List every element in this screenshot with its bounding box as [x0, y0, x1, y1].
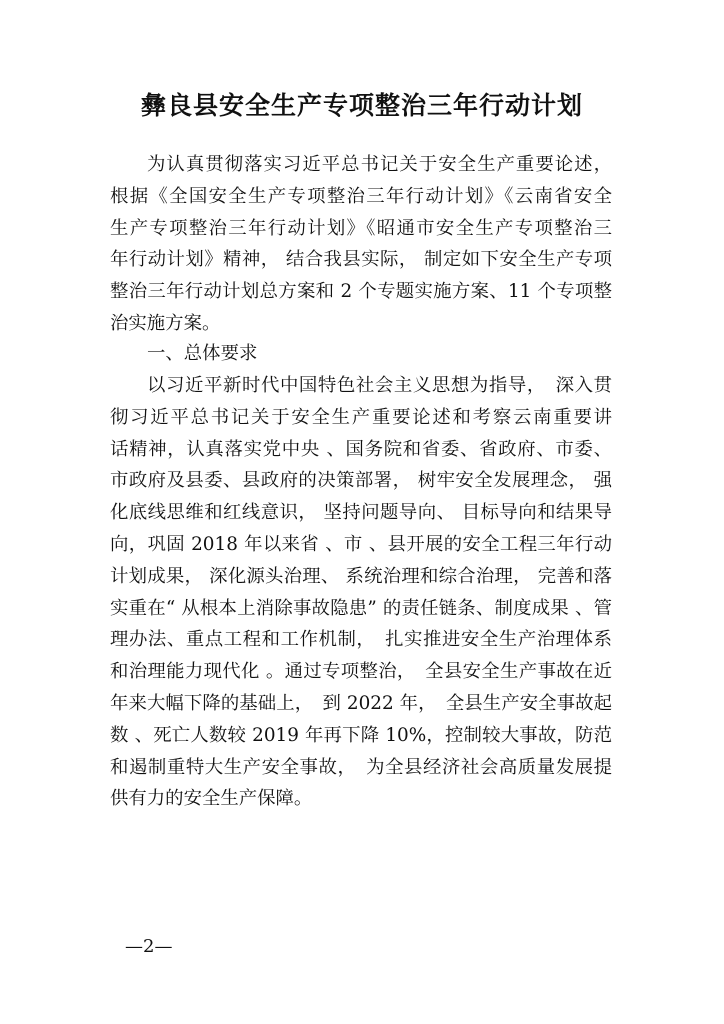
paragraph-line: 话精神，认真落实党中央 、国务院和省委、省政府、市委、 [110, 438, 612, 460]
document-title: 彝良县安全生产专项整治三年行动计划 [140, 91, 583, 120]
paragraph-line: 化底线思维和红线意识， 坚持问题导向、 目标导向和结果导 [110, 502, 612, 524]
paragraph-line: 市政府及县委、县政府的决策部署， 树牢安全发展理念， 强 [110, 470, 612, 492]
requirements-paragraph [110, 370, 612, 815]
paragraph-line: 向，巩固 2018 年以来省 、市 、县开展的安全工程三年行动 [110, 533, 612, 555]
page-number: —2— [125, 936, 173, 957]
paragraph-line: 理办法、重点工程和工作机制， 扎实推进安全生产治理体系 [110, 629, 612, 651]
paragraph-line: 生产专项整治三年行动计划》《昭通市安全生产专项整治三 [110, 217, 612, 239]
paragraph-line: 供有力的安全生产保障。 [110, 788, 313, 810]
paragraph-line: 以习近平新时代中国特色社会主义思想为指导， 深入贯 [147, 375, 612, 396]
paragraph-line: 彻习近平总书记关于安全生产重要论述和考察云南重要讲 [110, 406, 612, 428]
paragraph-line: 整治三年行动计划总方案和 2 个专题实施方案、11 个专项整 [110, 281, 612, 303]
paragraph-line: 和治理能力现代化 。通过专项整治， 全县安全生产事故在近 [110, 661, 612, 683]
paragraph-line: 实重在“ 从根本上消除事故隐患” 的责任链条、制度成果 、管 [110, 597, 612, 619]
paragraph-line: 为认真贯彻落实习近平总书记关于安全生产重要论述， [147, 154, 612, 175]
section-heading: 一、总体要求 [147, 343, 258, 364]
paragraph-line: 年来大幅下降的基础上， 到 2022 年， 全县生产安全事故起 [110, 692, 612, 714]
paragraph-line: 数 、死亡人数较 2019 年再下降 10%，控制较大事故，防范 [110, 724, 612, 746]
paragraph-line: 根据《全国安全生产专项整治三年行动计划》《云南省安全 [110, 185, 612, 207]
paragraph-line: 年行动计划》精神， 结合我县实际， 制定如下安全生产专项 [110, 249, 612, 271]
paragraph-line: 和遏制重特大生产安全事故， 为全县经济社会高质量发展提 [110, 756, 612, 778]
paragraph-line: 治实施方案。 [110, 312, 221, 334]
intro-paragraph [110, 149, 612, 340]
paragraph-line: 计划成果， 深化源头治理、 系统治理和综合治理， 完善和落 [110, 565, 612, 587]
